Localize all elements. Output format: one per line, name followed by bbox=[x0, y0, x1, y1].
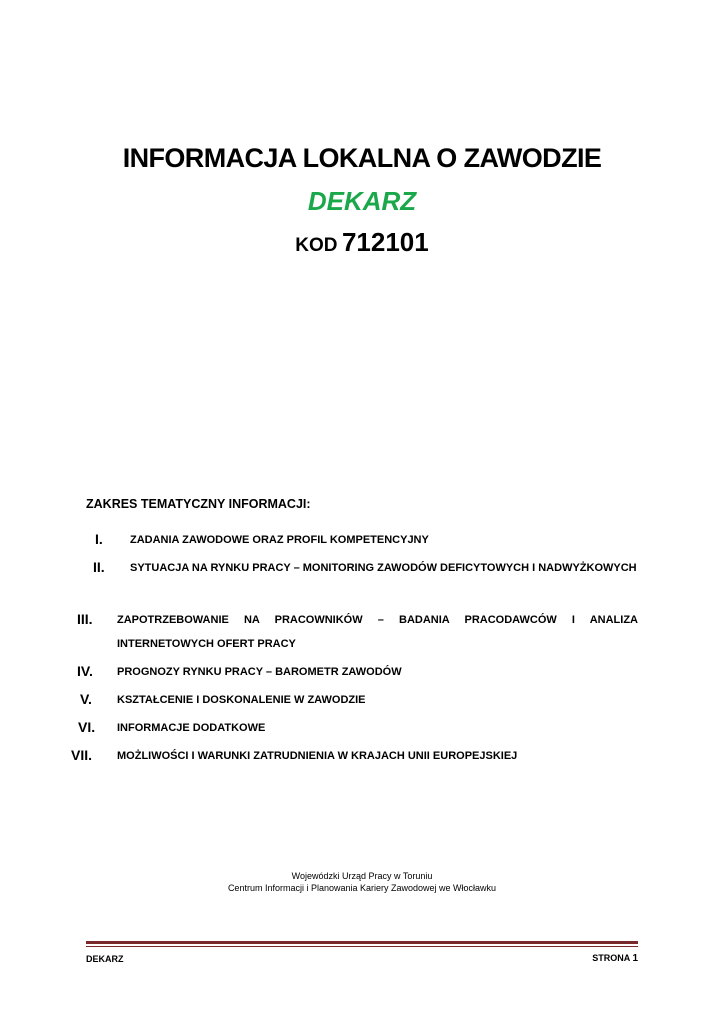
toc-item-number: II. bbox=[93, 559, 105, 575]
organization-line-2: Centrum Informacji i Planowania Kariery Zawodowej we Włocławku bbox=[227, 883, 497, 893]
footer-divider-thick bbox=[86, 941, 638, 944]
toc-item-number: VI. bbox=[78, 719, 96, 735]
toc-item-number: I. bbox=[95, 531, 103, 547]
document-title: INFORMACJA LOKALNA O ZAWODZIE bbox=[122, 143, 602, 173]
toc-item-number: III. bbox=[77, 611, 93, 627]
toc-item-number: IV. bbox=[77, 663, 93, 679]
organization-line-1: Wojewódzki Urząd Pracy w Toruniu bbox=[291, 871, 433, 881]
code-label: KOD bbox=[295, 235, 338, 256]
toc-item-text: ZADANIA ZAWODOWE ORAZ PROFIL KOMPETENCYJNY bbox=[130, 534, 429, 546]
footer-profession: DEKARZ bbox=[86, 954, 124, 964]
toc-item-number: V. bbox=[80, 691, 92, 707]
toc-item-text: ZAPOTRZEBOWANIE NA PRACOWNIKÓW – BADANIA PRACODAWCÓW I ANALIZA INTERNETOWYCH OFERT PRACY bbox=[117, 614, 638, 650]
toc-item-text: KSZTAŁCENIE I DOSKONALENIE W ZAWODZIE bbox=[117, 694, 366, 706]
toc-item-text: PROGNOZY RYNKU PRACY – BAROMETR ZAWODÓW bbox=[117, 666, 402, 678]
code-value: 712101 bbox=[341, 227, 429, 257]
toc-item-text: SYTUACJA NA RYNKU PRACY – MONITORING ZAWODÓW DEFICYTOWYCH I NADWYŻKOWYCH bbox=[130, 562, 637, 574]
profession-name: DEKARZ bbox=[307, 186, 417, 216]
toc-item-text: MOŻLIWOŚCI I WARUNKI ZATRUDNIENIA W KRAJACH UNII EUROPEJSKIEJ bbox=[117, 750, 518, 762]
page-number: 1 bbox=[632, 953, 638, 964]
toc-heading: ZAKRES TEMATYCZNY INFORMACJI: bbox=[86, 497, 311, 511]
footer-page-number bbox=[592, 952, 638, 965]
page-label: STRONA bbox=[592, 953, 630, 963]
footer-divider-thin bbox=[86, 946, 638, 947]
toc-item-text: INFORMACJE DODATKOWE bbox=[117, 722, 266, 734]
toc-item-number: VII. bbox=[71, 747, 93, 763]
profession-code bbox=[0, 227, 724, 262]
